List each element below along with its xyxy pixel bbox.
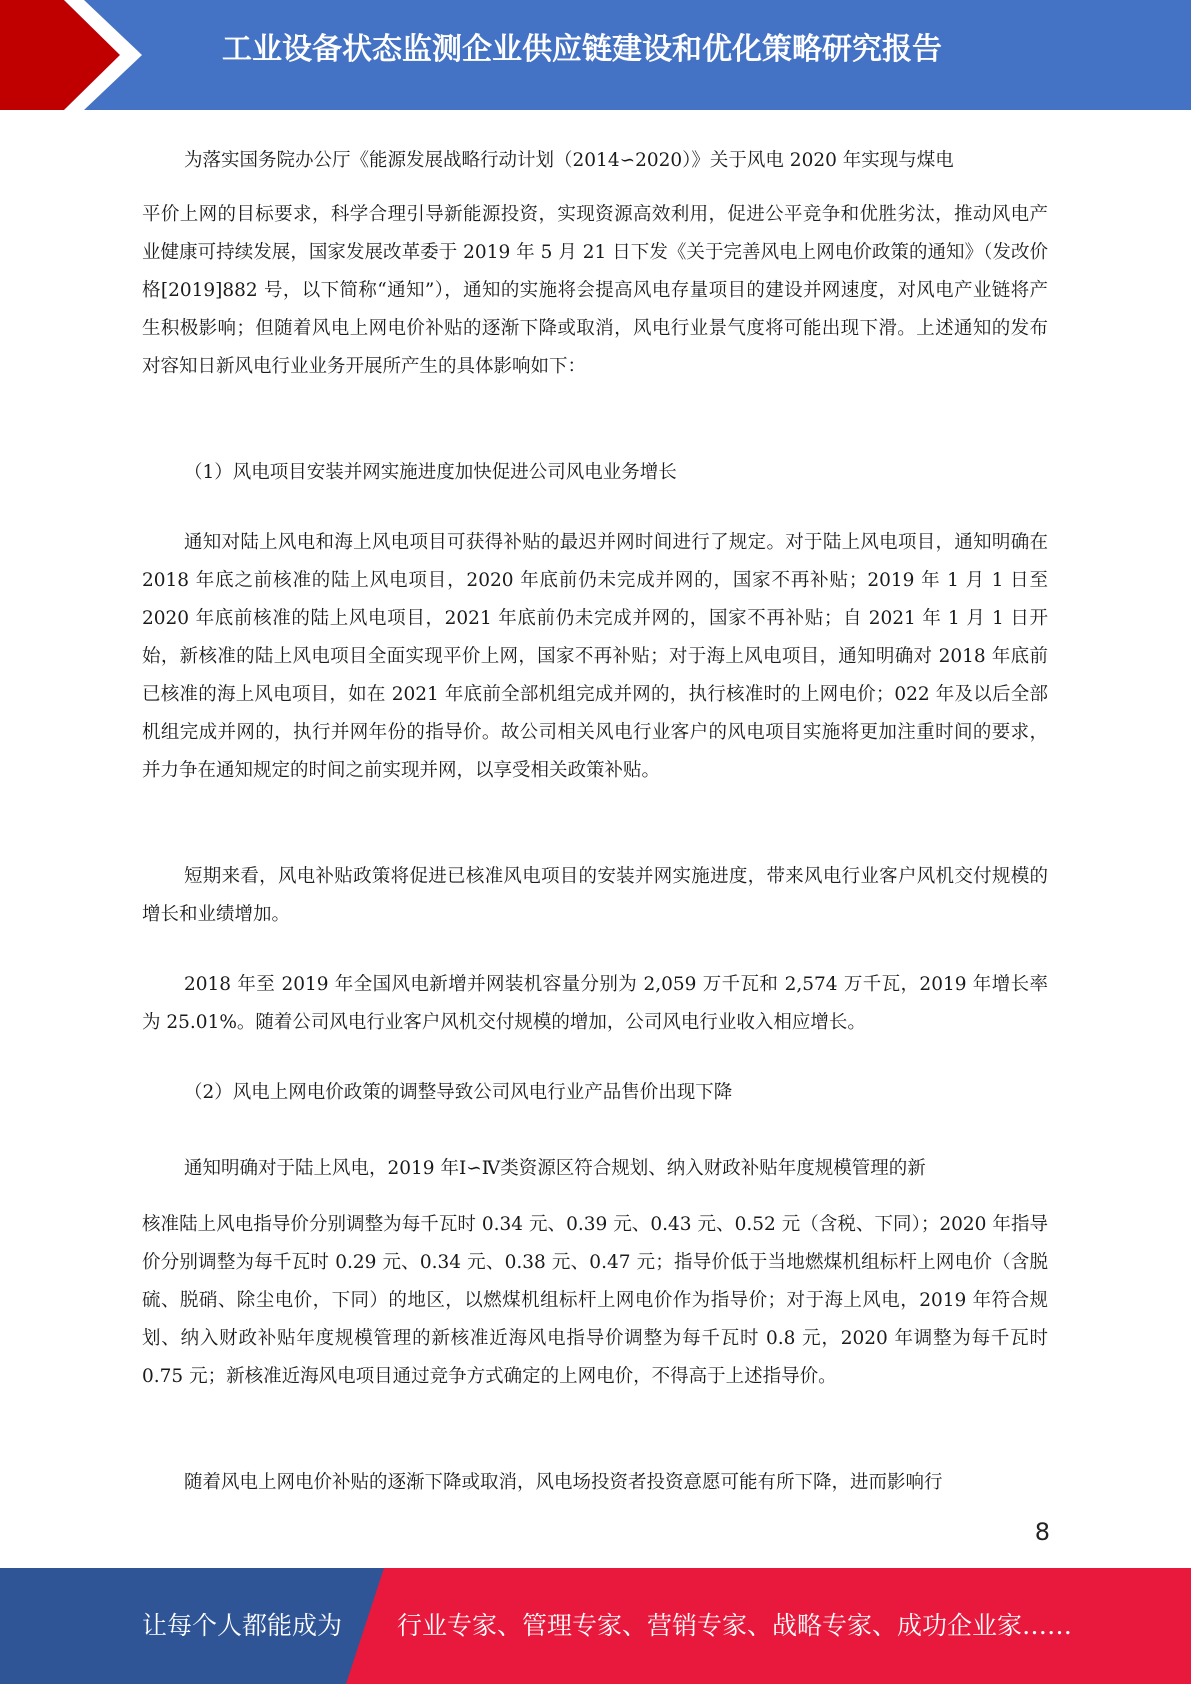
paragraph-1-first-line: 为落实国务院办公厅《能源发展战略行动计划（2014∽2020）》关于风电 2020 年实现与煤电 xyxy=(184,150,954,171)
paragraph-6-first-line: 随着风电上网电价补贴的逐渐下降或取消，风电场投资者投资意愿可能有所下降，进而影响行 xyxy=(184,1472,943,1493)
paragraph-2: 通知对陆上风电和海上风电项目可获得补贴的最迟并网时间进行了规定。对于陆上风电项目，通知明确在 2018 年底之前核准的陆上风电项目，2020 年底前仍未完成并网的，国家不再补贴；2019 年 1 月 1 日至 2020 年底前核准的陆上风电项目，2021 年底前仍未完成并网的，国家不再补贴；自 2021 年 1 月 1 日开始，新核准的陆上风电项目全面实现平价上网，国家不再补贴；对于海上风电项目，通知明确对 2018 年底前已核准的海上风电项目，如在 2021 年底前全部机组完成并网的，执行核准时的上网电价；022 年及以后全部机组完成并网的，执行并网年份的指导价。故公司相关风电行业客户的风电项目实施将更加注重时间的要求，并力争在通知规定的时间之前实现并网，以享受相关政策补贴。 xyxy=(142,532,1048,781)
footer-slogan-right: 行业专家、管理专家、营销专家、战略专家、成功企业家…… xyxy=(397,1611,1073,1640)
page-number: 8 xyxy=(1034,1518,1050,1546)
paragraph-1-continuation: 平价上网的目标要求，科学合理引导新能源投资，实现资源高效利用，促进公平竞争和优胜劣汰，推动风电产业健康可持续发展，国家发展改革委于 2019 年 5 月 21 日下发《关于完善风电上网电价政策的通知》（发改价格[2019]882 号，以下简称“通知”），通知的实施将会提高风电存量项目的建设并网速度，对风电产业链将产生积极影响；但随着风电上网电价补贴的逐渐下降或取消，风电行业景气度将可能出现下滑。上述通知的发布对容知日新风电行业业务开展所产生的具体影响如下： xyxy=(142,204,1048,377)
page-footer xyxy=(0,1568,1191,1684)
header-arrow-decoration xyxy=(0,0,160,110)
paragraph-3: 短期来看，风电补贴政策将促进已核准风电项目的安装并网实施进度，带来风电行业客户风机交付规模的增长和业绩增加。 xyxy=(142,866,1048,925)
paragraph-4: 2018 年至 2019 年全国风电新增并网装机容量分别为 2,059 万千瓦和 2,574 万千瓦，2019 年增长率为 25.01%。随着公司风电行业客户风机交付规模的增加，公司风电行业收入相应增长。 xyxy=(142,974,1048,1033)
paragraph-5-continuation: 核准陆上风电指导价分别调整为每千瓦时 0.34 元、0.39 元、0.43 元、0.52 元（含税、下同）；2020 年指导价分别调整为每千瓦时 0.29 元、0.34 元、0.38 元、0.47 元；指导价低于当地燃煤机组标杆上网电价（含脱硫、脱硝、除尘电价，下同）的地区，以燃煤机组标杆上网电价作为指导价；对于海上风电，2019 年符合规划、纳入财政补贴年度规模管理的新核准近海风电指导价调整为每千瓦时 0.8 元，2020 年调整为每千瓦时 0.75 元；新核准近海风电项目通过竞争方式确定的上网电价，不得高于上述指导价。 xyxy=(142,1214,1048,1387)
section-heading-2: （2）风电上网电价政策的调整导致公司风电行业产品售价出现下降 xyxy=(184,1082,733,1103)
footer-slogan-left: 让每个人都能成为 xyxy=(142,1611,343,1640)
page-header xyxy=(0,0,1191,110)
report-title: 工业设备状态监测企业供应链建设和优化策略研究报告 xyxy=(222,32,942,67)
section-heading-1: （1）风电项目安装并网实施进度加快促进公司风电业务增长 xyxy=(184,462,677,483)
paragraph-5-first-line: 通知明确对于陆上风电，2019 年Ⅰ∽Ⅳ类资源区符合规划、纳入财政补贴年度规模管理的新 xyxy=(184,1158,926,1179)
